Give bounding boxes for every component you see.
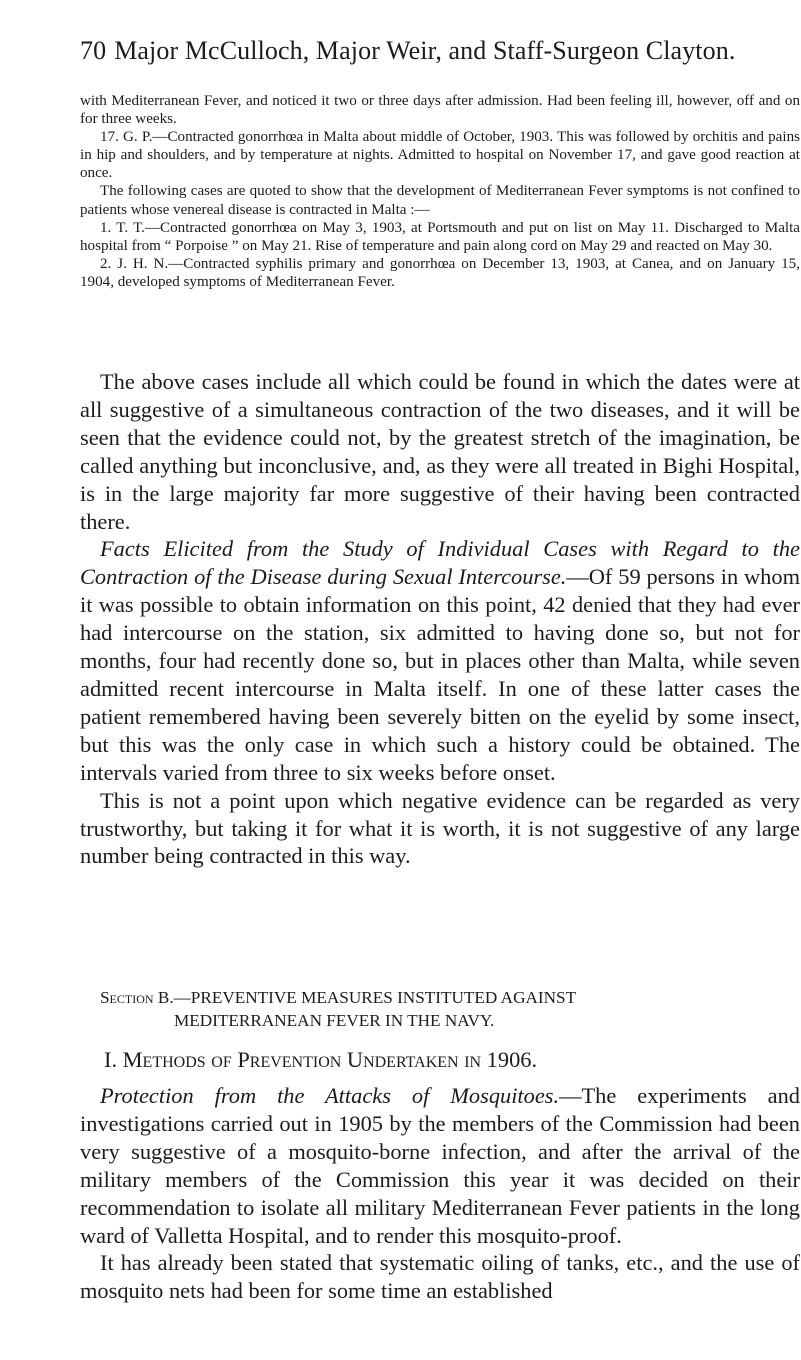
paragraph-negative-evidence: This is not a point upon which negative evidence can be regarded as very trustworthy, but taking it for what it is worth, it is not suggestive of any large number being contracted in this way. (80, 787, 800, 869)
methods-heading: I. Methods of Prevention Undertaken in 1906. (104, 1047, 538, 1072)
section-title-line-2: MEDITERRANEAN FEVER IN THE NAVY. (174, 1011, 495, 1030)
paragraph-protection (80, 1082, 800, 1249)
paragraph-above-cases: The above cases include all which could be found in which the dates were at all suggestive of a simultaneous contraction of the two diseases, and it will be seen that the evidence could not, by the greatest stretch of the imagination, be called anything but inconclusive, and, as they were all treated in Bighi Hospital, is in the large majority far more suggestive of their having been contracted there. (80, 369, 800, 534)
paragraph-oiling: It has already been stated that systematic oiling of tanks, etc., and the use of mosquito nets had been for some time an established (80, 1250, 800, 1304)
running-header (80, 36, 800, 66)
section-heading (80, 986, 800, 1032)
case-2: 2. J. H. N.—Contracted syphilis primary and gonorrhœa on December 13, 1903, at Canea, and on January 15, 1904, developed symptoms of Mediterranean Fever. (80, 255, 800, 290)
facts-heading: Facts Elicited from the Study of Individual Cases with Regard to the Contraction of the Disease during Sexual Intercourse. (80, 536, 800, 590)
case-notes (80, 92, 800, 291)
running-title: Major McCulloch, Major Weir, and Staff-Surgeon Clayton. (114, 36, 736, 65)
section-label: Section (100, 988, 154, 1007)
page-number: 70 (80, 36, 107, 65)
protection-body: —The experiments and investigations carried out in 1905 by the members of the Commission had been very suggestive of a mosquito-borne infection, and after the arrival of the military members of the Commission this year it was decided on their recommendation to isolate all military Mediterranean Fever patients in the long ward of Valletta Hospital, and to render this mosquito-proof. (80, 1083, 801, 1248)
protection-heading: Protection from the Attacks of Mosquitoes. (100, 1083, 560, 1108)
protection-text (80, 1082, 800, 1305)
section-title-line-1: B.—PREVENTIVE MEASURES INSTITUTED AGAINST (157, 988, 577, 1007)
paragraph-facts (80, 535, 800, 786)
cases-intro: The following cases are quoted to show that the development of Mediterranean Fever symptoms is not confined to patients whose venereal disease is contracted in Malta :— (80, 183, 800, 218)
main-text (80, 368, 800, 870)
case-17: 17. G. P.—Contracted gonorrhœa in Malta about middle of October, 1903. This was followed by orchitis and pains in hip and shoulders, and by temperature at nights. Admitted to hospital on November 17, and gave good reaction at once. (80, 129, 800, 182)
facts-body: —Of 59 persons in whom it was possible to obtain information on this point, 42 denied that they had ever had intercourse on the station, six admitted to having done so, but not for months, four had recently done so, but in places other than Malta, while seven admitted recent intercourse in Malta itself. In one of these latter cases the patient remembered having been severely bitten on the eyelid by some insect, but this was the only case in which such a history could be obtained. The intervals varied from three to six weeks before onset. (80, 564, 800, 785)
case-1: 1. T. T.—Contracted gonorrhœa on May 3, 1903, at Portsmouth and put on list on May 11. Discharged to Malta hospital from “ Porpoise ” on May 21. Rise of temperature and pain along cord on May 29 and reacted on May 30. (80, 219, 800, 254)
continuation-text: with Mediterranean Fever, and noticed it two or three days after admission. Had been feeling ill, however, off and on for three weeks. (80, 93, 800, 128)
